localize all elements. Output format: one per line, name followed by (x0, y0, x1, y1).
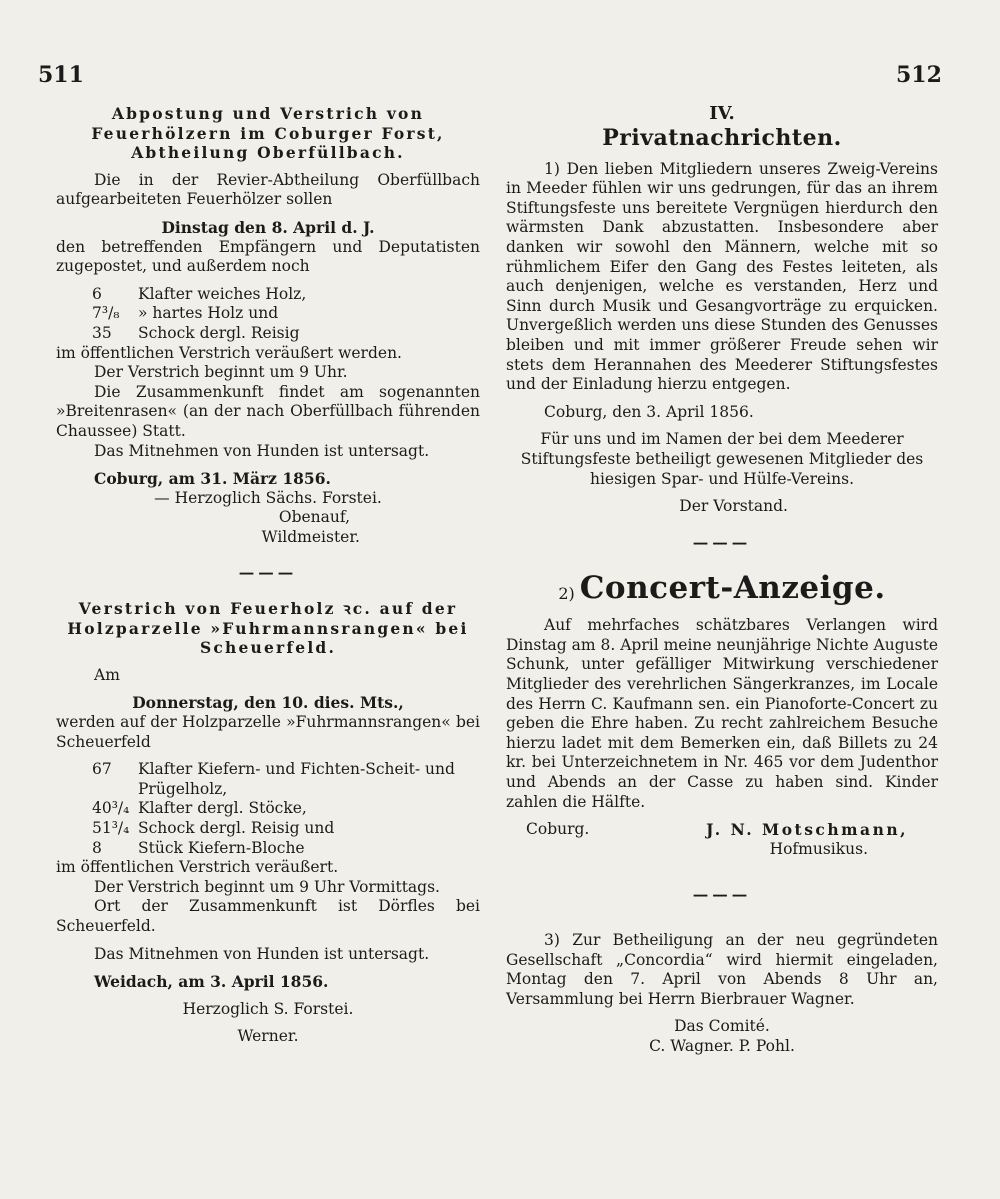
separator: ——— (692, 532, 752, 552)
separator: ——— (692, 885, 752, 905)
left-column (56, 104, 480, 1047)
notice-text: Das Mitnehmen von Hunden ist untersagt. (94, 441, 430, 460)
ad-place: Coburg. (526, 820, 590, 839)
section-number: IV. (709, 103, 735, 124)
notice-title: Abpostung und Verstrich von Feuerhölzern im Coburger Forst, Abtheilung Oberfüllbach. (91, 104, 445, 163)
item-description: Klafter dergl. Stöcke, (138, 799, 307, 818)
item-quantity: 67 (92, 760, 112, 779)
notice-text: Der Verstrich beginnt um 9 Uhr. (94, 363, 348, 382)
signature-title: Hofmusikus. (769, 839, 868, 858)
issuing-authority: — Herzoglich Sächs. Forstei. (154, 488, 382, 507)
place-date: Weidach, am 3. April 1856. (94, 972, 329, 992)
page-number-left: 511 (38, 62, 84, 88)
notice-intro: Die in der Revier-Abtheilung Oberfüllbach aufgearbeiteten Feuerhölzer sollen (56, 170, 480, 209)
ad-body: Auf mehrfaches schätzbares Verlangen wird Dinstag am 8. April meine neunjährige Nichte Auguste Schunk, unter gefälliger Mitwirkung verschiedener Mitglieder des verehrlichen Sängerkranzes, im Locale des Herrn C. Kaufmann sen. ein Pianoforte-Concert zu geben die Ehre haben. Zu recht zahlreichem Besuche hierzu ladet mit dem Bemerken ein, daß Billets zu 24 kr. bei Unterzeichnetem in Nr. 465 vor dem Judenthor und Abends an der Casse zu haben sind. Kinder zahlen die Hälfte. (506, 616, 938, 811)
list-item (56, 304, 480, 324)
ad-closing: Für uns und im Namen der bei dem Meederer Stiftungsfeste betheiligt gewesenen Mitglieder des hiesigen Spar- und Hülfe-Vereins. (520, 430, 924, 488)
ad-text (506, 931, 938, 1009)
notice-text: im öffentlichen Verstrich veräußert werden. (56, 343, 402, 362)
item-quantity: 8 (92, 838, 102, 857)
page-number-right: 512 (896, 62, 942, 88)
notice-text: im öffentlichen Verstrich veräußert. (56, 858, 339, 877)
ad-heading: Concert-Anzeige. (579, 570, 886, 607)
list-item (56, 819, 480, 839)
signature-title: Wildmeister. (261, 527, 360, 546)
notice-date: Dinstag den 8. April d. J. (161, 217, 375, 237)
notice-text: Der Verstrich beginnt um 9 Uhr Vormittags. (94, 877, 440, 896)
notice-date: Donnerstag, den 10. dies. Mts., (132, 693, 404, 713)
item-quantity: 7³/₈ (92, 304, 120, 323)
list-item (56, 839, 480, 859)
ad-body: Den lieben Mitgliedern unseres Zweig-Vereins in Meeder fühlen wir uns gedrungen, für das an ihrem Stiftungsfeste uns bereitete Vergnügen hierdurch den wärmsten Dank abzustatten. Insbesondere aber danken wir sowohl den Männern, welche mit so rühmlichem Eifer den Gang des Festes leiteten, als auch denjenigen, welche es verstanden, Herz und Sinn durch Musik und Gesangvorträge zu erquicken. Unvergeßlich werden uns diese Stunden des Genusses bleiben und mit immer größerer Freude sehen wir stets dem Herannahen des Meederer Stiftungsfestes und der Einladung hierzu entgegen. (506, 159, 938, 394)
signature-name: Obenauf, (278, 508, 350, 527)
list-item (56, 324, 480, 344)
signature-name: J. N. Motschmann, (706, 820, 908, 840)
ad-text (506, 160, 938, 395)
notice-title: Verstrich von Feuerholz ꝛc. auf der Holzparzelle »Fuhrmannsrangen« bei Scheuerfeld. (67, 599, 469, 658)
signature-name: Werner. (237, 1027, 299, 1046)
section-title: Privatnachrichten. (602, 124, 842, 151)
notice-text: den betreffenden Empfängern und Deputatisten zugepostet, und außerdem noch (56, 237, 480, 276)
notice-am: Am (94, 665, 120, 684)
signature-line (506, 820, 938, 840)
item-description: Stück Kiefern-Bloche (138, 838, 305, 857)
notice-text: Die Zusammenkunft findet am sogenannten »Breitenrasen« (an der nach Oberfüllbach führenden Chaussee) Statt. (56, 382, 480, 440)
signature-names: C. Wagner. P. Pohl. (649, 1036, 795, 1055)
item-description: Klafter Kiefern- und Fichten-Scheit- und Prügelholz, (138, 760, 455, 798)
item-description: Klafter weiches Holz, (138, 284, 307, 303)
right-column (506, 104, 938, 1057)
ad-body: Zur Betheiligung an der neu gegründeten Gesellschaft „Concordia“ wird hiermit eingeladen, Montag den 7. April von Abends 8 Uhr an, Versammlung bei Herrn Bierbrauer Wagner. (506, 931, 938, 1008)
item-description: » hartes Holz und (138, 304, 279, 323)
signature-name: Der Vorstand. (679, 497, 788, 516)
list-item (56, 285, 480, 305)
item-quantity: 40³/₄ (92, 799, 130, 818)
place-date: Coburg, den 3. April 1856. (544, 402, 754, 421)
item-quantity: 6 (92, 284, 102, 303)
list-item (56, 799, 480, 819)
place-date: Coburg, am 31. März 1856. (94, 469, 331, 489)
item-description: Schock dergl. Reisig (138, 323, 300, 342)
item-quantity: 35 (92, 323, 112, 342)
issuing-authority: Herzoglich S. Forstei. (182, 999, 354, 1018)
notice-text: werden auf der Holzparzelle »Fuhrmannsrangen« bei Scheuerfeld (56, 713, 480, 751)
notice-text: Das Mitnehmen von Hunden ist untersagt. (94, 944, 430, 963)
ad-number: 2) (558, 584, 575, 604)
ad-heading-line (506, 568, 938, 608)
item-quantity: 51³/₄ (92, 819, 130, 837)
ad-number: 3) (544, 931, 560, 949)
separator: ——— (238, 563, 298, 583)
item-description: Schock dergl. Reisig und (138, 819, 335, 837)
notice-text: Ort der Zusammenkunft ist Dörfles bei Scheuerfeld. (56, 897, 480, 935)
list-item (56, 760, 480, 799)
ad-number: 1) (544, 159, 560, 178)
signature-committee: Das Comité. (674, 1017, 770, 1036)
